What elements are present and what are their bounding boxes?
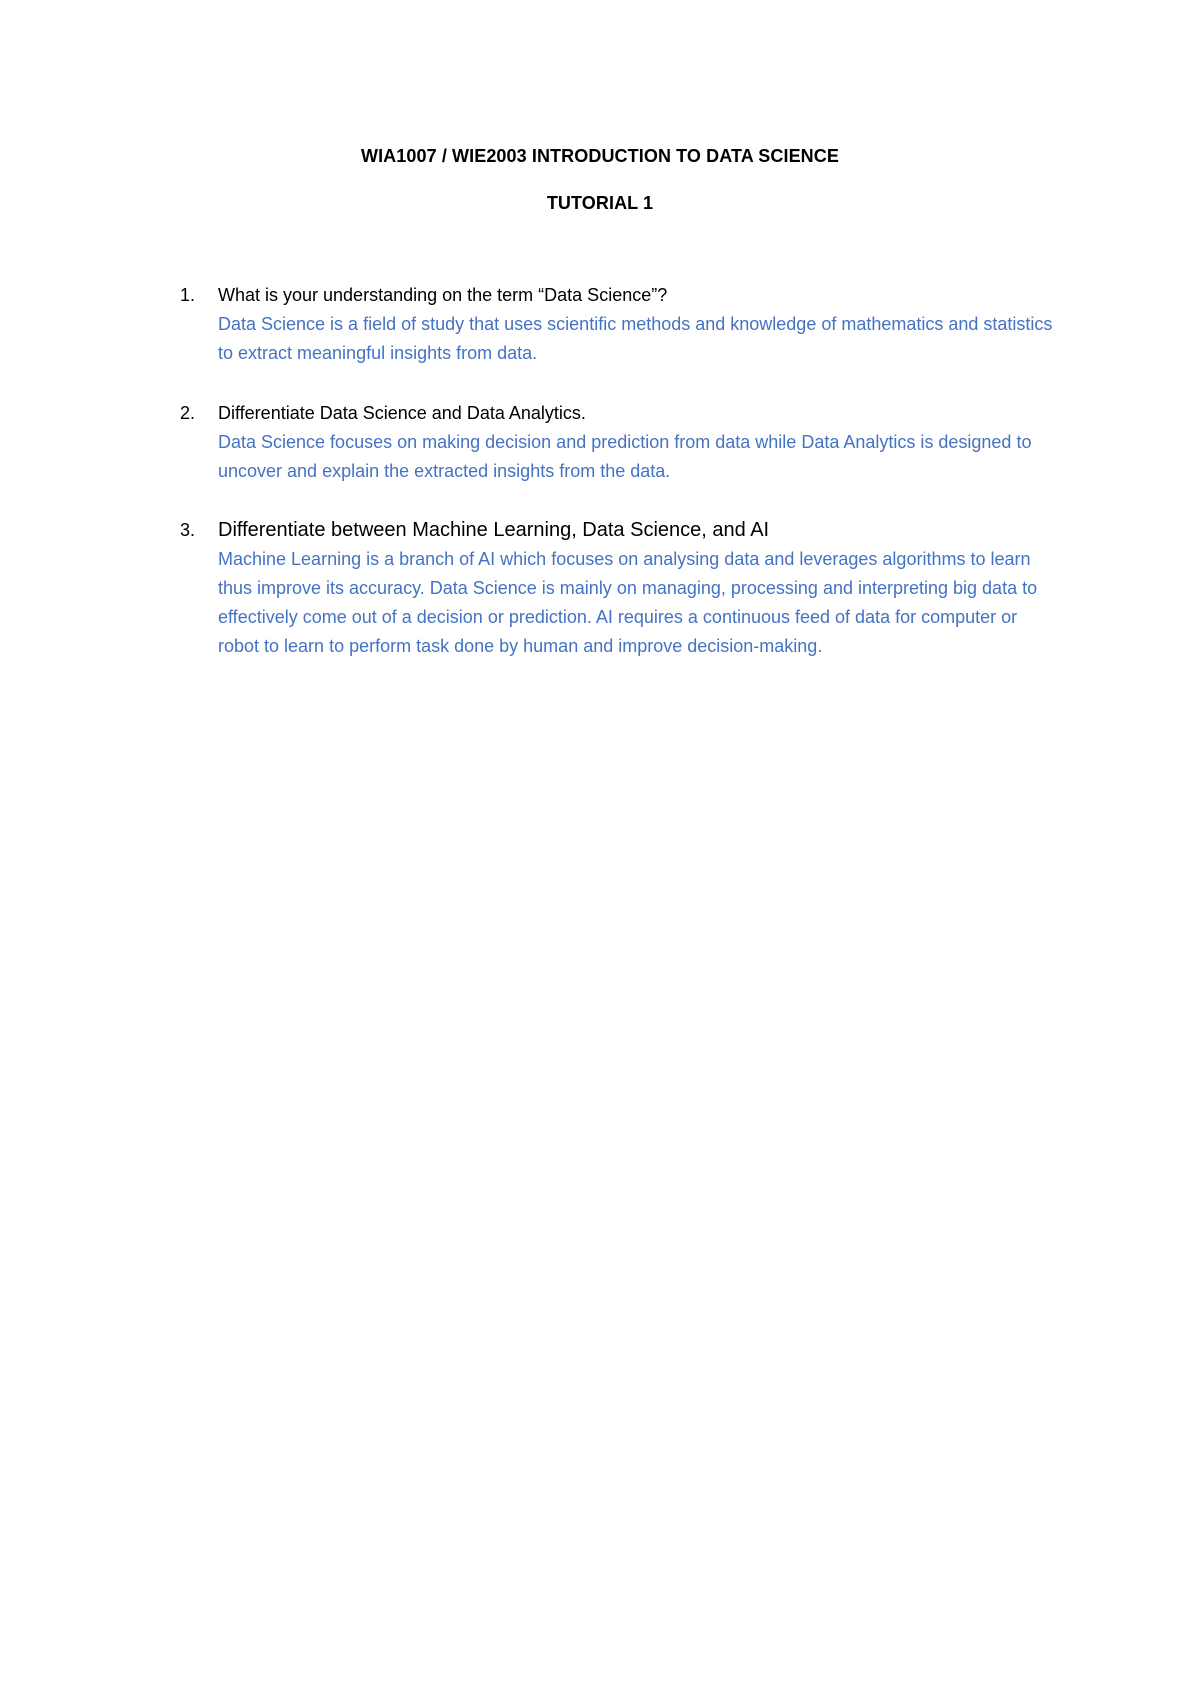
document-subtitle: TUTORIAL 1 xyxy=(546,193,654,213)
answer-text: Data Science is a field of study that uses scientific methods and knowledge of mathematics and statistics to extract meaningful insights from data. xyxy=(218,314,1053,363)
document-title: WIA1007 / WIE2003 INTRODUCTION TO DATA SCIENCE xyxy=(360,146,839,166)
question-text: Differentiate between Machine Learning, Data Science, and AI xyxy=(218,519,770,541)
question-number: 2. xyxy=(180,403,196,423)
question-text: What is your understanding on the term “Data Science”? xyxy=(218,285,668,305)
question-text: Differentiate Data Science and Data Analytics. xyxy=(218,403,586,423)
question-number: 1. xyxy=(180,285,196,305)
question-number: 3. xyxy=(180,520,196,540)
answer-text: Data Science focuses on making decision and prediction from data while Data Analytics is designed to uncover and explain the extracted insights from the data. xyxy=(218,432,1032,481)
answer-text: Machine Learning is a branch of AI which focuses on analysing data and leverages algorithms to learn thus improve its accuracy. Data Science is mainly on managing, processing and interpreting big data to effectively come out of a decision or prediction. AI requires a continuous feed of data for computer or robot to learn to perform task done by human and improve decision-making. xyxy=(218,549,1038,656)
